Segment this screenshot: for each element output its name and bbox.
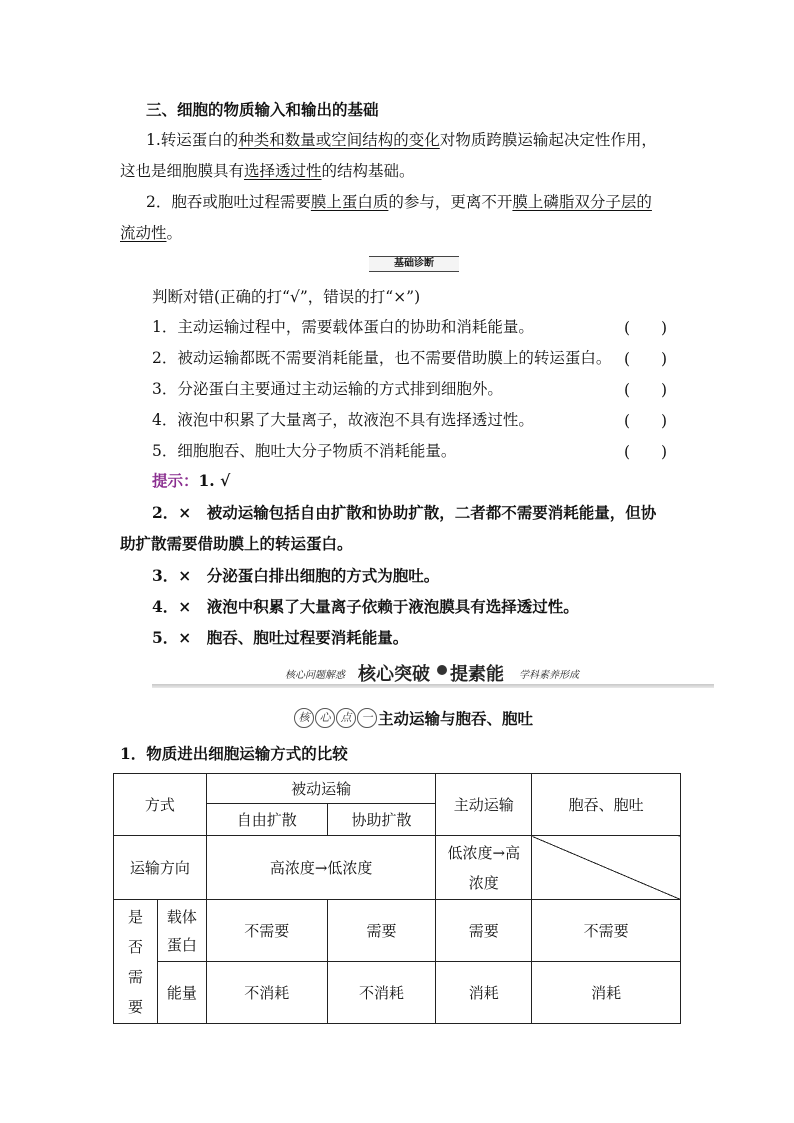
band-center-text-2: 提素能 [450,664,504,685]
answer-blank-4: ( ) [624,412,668,430]
carrier-endo: 不需要 [532,900,681,962]
core-tag-char-4: 一 [357,708,377,728]
header-active: 主动运输 [436,774,532,836]
direction-active-line-2: 浓度 [468,873,499,892]
carrier-facilitated: 需要 [327,900,436,962]
carrier-active: 需要 [436,900,532,962]
paragraph-2-line-2 [120,222,680,244]
paragraph-1-line-1 [146,129,706,151]
answer-2-line-1: 2．× 被动运输包括自由扩散和协助扩散，二者都不需要消耗能量，但协 [152,503,657,522]
p2-text: 2．胞吞或胞吐过程需要 [146,193,311,211]
answer-blank-1: ( ) [624,319,668,337]
section-band-rule [152,684,714,688]
judge-intro: 判断对错(正确的打“√”，错误的打“×”) [152,288,421,306]
row-need-label [114,900,158,1024]
band-center-text-1: 核心突破 [358,664,430,685]
header-endo-exo: 胞吞、胞吐 [532,774,681,836]
question-5: 5．细胞胞吞、胞吐大分子物质不消耗能量。 [152,442,457,460]
carrier-label-line-2: 蛋白 [166,935,197,954]
transport-comparison-table [113,773,681,1024]
carrier-label-line-1: 载体 [166,907,197,926]
question-4: 4．液泡中积累了大量离子，故液泡不具有选择透过性。 [152,411,534,429]
core-point-tag [294,708,378,728]
question-3: 3．分泌蛋白主要通过主动运输的方式排到细胞外。 [152,380,503,398]
p2-text-3: 。 [166,224,183,242]
band-dot-icon [437,665,447,675]
energy-endo: 消耗 [532,962,681,1024]
need-char-3: 需 [127,967,143,986]
need-char-4: 要 [127,997,143,1016]
p2-underline-1: 膜上蛋白质 [310,193,389,211]
core-tag-char-1: 核 [294,708,314,728]
answer-blank-5: ( ) [624,443,668,461]
answer-blank-3: ( ) [624,381,668,399]
row-energy-label: 能量 [157,962,206,1024]
question-1: 1．主动运输过程中，需要载体蛋白的协助和消耗能量。 [152,318,534,336]
band-right-text: 学科素养形成 [519,670,579,681]
question-2: 2．被动运输都既不需要消耗能量，也不需要借助膜上的转运蛋白。 [152,349,612,367]
need-char-2: 否 [127,937,143,956]
header-free-diffusion: 自由扩散 [206,804,327,836]
basic-diagnosis-banner: 基础诊断 [369,256,459,272]
energy-free: 不消耗 [206,962,327,1024]
paragraph-1-line-2 [120,160,680,182]
p2-text-2: 的参与，更离不开 [388,193,513,211]
direction-passive: 高浓度→低浓度 [206,836,436,900]
hint-label: 提示： [152,471,199,490]
header-facilitated-diffusion: 协助扩散 [327,804,436,836]
carrier-free: 不需要 [206,900,327,962]
row-carrier-label [157,900,206,962]
section-title: 三、细胞的物质输入和输出的基础 [146,100,379,119]
p2-underline-2: 膜上磷脂双分子层的 [512,193,652,211]
energy-facilitated: 不消耗 [327,962,436,1024]
answer-blank-2: ( ) [624,350,668,368]
p1-underline-1: 种类和数量或空间结构的变化 [238,131,440,149]
energy-active: 消耗 [436,962,532,1024]
core-title: 主动运输与胞吞、胞吐 [378,709,534,728]
p1-text-3: 这也是细胞膜具有 [120,162,245,180]
answer-3: 3．× 分泌蛋白排出细胞的方式为胞吐。 [152,566,440,585]
row-direction-label: 运输方向 [114,836,207,900]
band-left-text: 核心问题解惑 [285,670,345,681]
hint-answer-1: 1. √ [198,471,231,490]
header-passive: 被动运输 [206,774,436,804]
direction-endo-empty [532,836,681,900]
p1-text-2: 对物质跨膜运输起决定性作用， [439,131,657,149]
answer-4: 4．× 液泡中积累了大量离子依赖于液泡膜具有选择透过性。 [152,597,579,616]
hint-line [152,470,712,492]
p1-underline-2: 选择透过性 [244,162,322,180]
direction-active-line-1: 低浓度→高 [447,843,521,862]
direction-active [436,836,532,900]
header-mode: 方式 [114,774,207,836]
core-tag-char-2: 心 [315,708,335,728]
p2-underline-3: 流动性 [120,224,167,242]
table-subtitle: 1．物质进出细胞运输方式的比较 [120,744,348,763]
paragraph-2-line-1 [146,191,706,213]
p1-text: 1.转运蛋白的 [146,131,239,149]
core-tag-char-3: 点 [336,708,356,728]
answer-2-line-2: 助扩散需要借助膜上的转运蛋白。 [120,534,353,553]
need-char-1: 是 [127,907,143,926]
p1-text-4: 的结构基础。 [321,162,415,180]
answer-5: 5．× 胞吞、胞吐过程要消耗能量。 [152,628,409,647]
